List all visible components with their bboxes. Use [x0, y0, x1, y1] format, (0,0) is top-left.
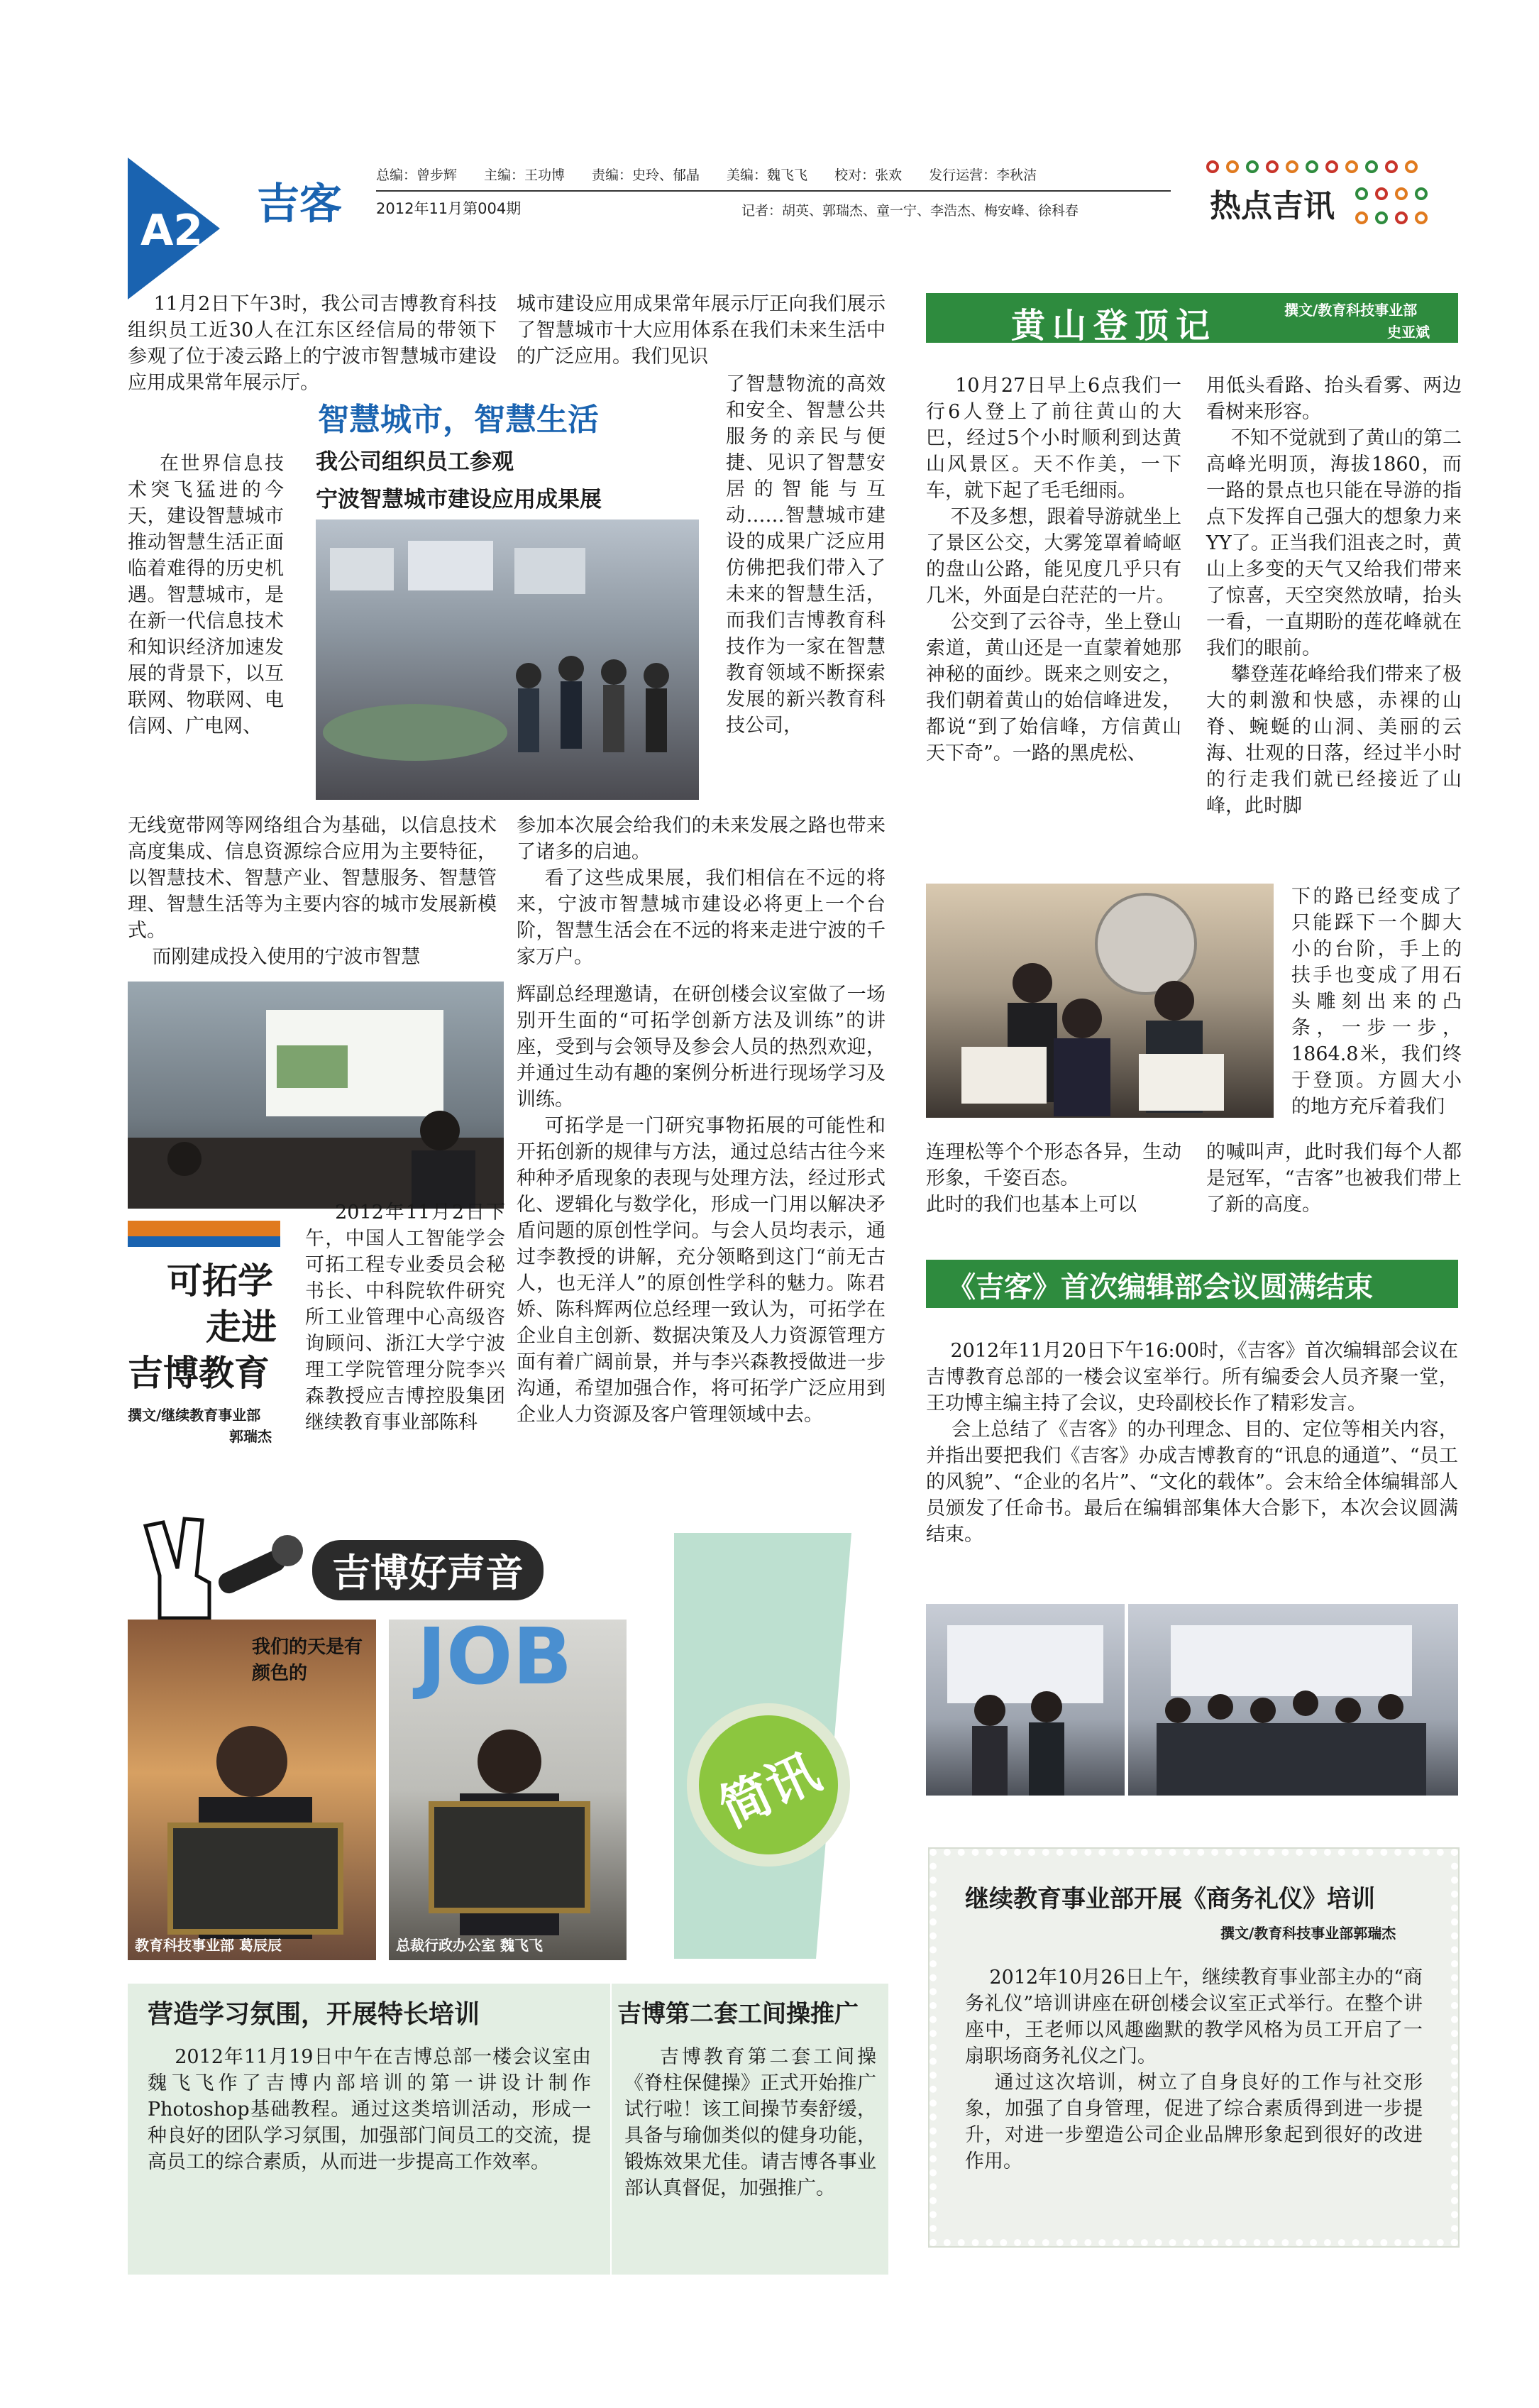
editor-chief: 总编：曾步辉 — [376, 167, 458, 183]
etiquette-body: 2012年10月26日上午，继续教育事业部主办的“商务礼仪”培训讲座在研创楼会议室正式举行。在整个讲座中，王老师以风趣幽默的教学风格为员工开启了一扇职场商务礼仪之门。 通过这次培训，树立了自身良好的工作与社交形象，加强了自身管理，促进了综合素质得到进一步提升，对进一步塑造公司企业品牌形象起到很好的改进作用。 — [965, 1967, 1423, 2172]
smart-city-col1-bottom: 无线宽带网等网络组合为基础，以信息技术高度集成、信息资源综合应用为主要特征，以智慧技术、智慧产业、智慧服务、智慧管理、智慧生活等为主要内容的城市发展新模式。 而刚建成投入使用的宁波市智慧 — [128, 815, 497, 968]
ketuoxue-title-1: 可拓学 — [167, 1260, 273, 1302]
smart-city-photo — [316, 519, 699, 800]
page-label: A2 — [140, 206, 204, 255]
victory-hand-icon — [131, 1512, 309, 1632]
huangshan-col1: 10月27日早上6点我们一行6人登上了前往黄山的大巴，经过5个小时顺利到达黄山风景区。天不作美，一下车，就下起了毛毛细雨。 不及多想，跟着导游就坐上了景区公交，大雾笼罩着崎岖的盘山公路，能见度几乎只有几米，外面是白茫茫的一片。 公交到了云谷寺，坐上登山索道，黄山还是一直蒙着她那神秘的面纱。既来之则安之，我们朝着黄山的始信峰进发，都说“到了始信峰，方信黄山天下奇”。一路的黑虎松、 — [926, 375, 1181, 764]
section-title: 热点吉讯 — [1210, 188, 1335, 224]
training-body: 2012年11月19日中午在吉博总部一楼会议室由魏飞飞作了吉博内部培训的第一讲设计制作Photoshop基础教程。通过这类培训活动，形成一种良好的团队学习氛围，加强部门间员工的交流，提高员工的综合素质，从而进一步提高工作效率。 — [148, 2046, 591, 2173]
exercise-title: 吉博第二套工间操推广 — [617, 2000, 859, 2028]
smart-city-subtitle-1: 我公司组织员工参观 — [316, 449, 514, 475]
header-rule — [376, 190, 1171, 192]
ketuoxue-byline-1: 撰文/继续教育事业部 — [128, 1407, 261, 1424]
meeting-body: 2012年11月20日下午16:00时，《吉客》首次编辑部会议在吉博教育总部的一楼会议室举行。所有编委会人员齐聚一堂，王功博主编主持了会议，史玲副校长作了精彩发言。 会上总结了《吉客》的办刊理念、目的、定位等相关内容，并指出要把我们《吉客》办成吉博教育的“讯息的通道”、“员工的风貌”、“企业的名片”、“文化的载体”。会末给全体编辑部人员颁发了任命书。最后在编辑部集体大合影下，本次会议圆满结束。 — [926, 1340, 1458, 1546]
editor-dist: 发行运营：李秋洁 — [929, 167, 1037, 183]
huangshan-photo — [926, 884, 1274, 1118]
smart-city-title: 智慧城市，智慧生活 — [318, 402, 599, 438]
smart-city-col2-right: 了智慧物流的高效和安全、智慧公共服务的亲民与便捷、见识了智慧安居的智能与互动……智慧城市建设的成果广泛应用仿佛把我们带入了未来的智慧生活，而我们吉博教育科技作为一家在智慧教育领域不断探索发展的新兴教育科技公司， — [726, 373, 886, 737]
etiquette-byline: 撰文/教育科技事业部郭瑞杰 — [1220, 1925, 1396, 1942]
etiquette-title: 继续教育事业部开展《商务礼仪》培训 — [965, 1885, 1375, 1913]
smart-city-col1-left: 在世界信息技术突飞猛进的今天，建设智慧城市推动智慧生活正面临着难得的历史机遇。智慧城市，是在新一代信息技术和知识经济加速发展的背景下，以互联网、物联网、电信网、广电网、 — [128, 453, 285, 737]
training-title: 营造学习氛围，开展特长培训 — [148, 1999, 480, 2029]
header-editors — [376, 165, 1228, 184]
huangshan-col2-after: 的喊叫声，此时我们每个人都是冠军，“吉客”也被我们带上了新的高度。 — [1206, 1141, 1462, 1216]
smart-city-col1-top: 11月2日下午3时，我公司吉博教育科技组织员工近30人在江东区经信局的带领下参观了位于凌云路上的宁波市智慧城市建设应用成果常年展示厅。 — [128, 293, 497, 394]
ketuoxue-photo — [128, 982, 504, 1209]
ketuoxue-color-bar-blue — [128, 1236, 280, 1247]
huangshan-byline-1: 撰文/教育科技事业部 — [1284, 302, 1418, 319]
ketuoxue-title-2: 走进 — [206, 1306, 277, 1348]
good-voice-title: 吉博好声音 — [312, 1540, 544, 1600]
ketuoxue-col2: 辉副总经理邀请，在研创楼会议室做了一场别开生面的“可拓学创新方法及训练”的讲座，受到与会领导及参会人员的热烈欢迎，并通过生动有趣的案例分析进行现场学习及训练。 可拓学是一门研究事物拓展的可能性和开拓创新的规律与方法，通过总结古往今来种种矛盾现象的表现与处理方法，经过形式化、逻辑化与数学化，形成一门用以解决矛盾问题的原创性学问。与会人员均表示，通过李教授的讲解，充分领略到这门“前无古人，也无洋人”的原创性学科的魅力。陈君娇、陈科辉两位总经理一致认为，可拓学在企业自主创新、数据决策及人力资源管理方面有着广阔前景，并与李兴森教授做进一步沟通，希望加强合作，将可拓学广泛应用到企业人力资源及客户管理领域中去。 — [517, 984, 886, 1426]
huangshan-col1-after: 连理松等个个形态各异，生动形象，千姿百态。 此时的我们也基本上可以 — [926, 1141, 1181, 1216]
svg-text:JOB: JOB — [417, 1620, 573, 1702]
editor-main: 主编：王功博 — [484, 167, 566, 183]
good-voice-photo-1-sign: 我们的天是有颜色的 — [252, 1637, 363, 1684]
huangshan-col2-right: 下的路已经变成了只能踩下一个脚大小的台阶，手上的扶手也变成了用石头雕刻出来的凸条，一步一步，1864.8米，我们终于登顶。方圆大小的地方充斥着我们 — [1291, 886, 1462, 1118]
good-voice-photo-1 — [128, 1620, 376, 1960]
issue-number: 2012年11月第004期 — [376, 200, 522, 217]
huangshan-col2: 用低头看路、抬头看雾、两边看树来形容。 不知不觉就到了黄山的第二高峰光明顶，海拔1860，而一路的景点也只能在导游的指点下发挥自己强大的想象力来YY了。正当我们沮丧之时，黄山上多变的天气又给我们带来了惊喜，天空突然放晴，抬头一看，一直期盼的莲花峰就在我们的眼前。 攀登莲花峰给我们带来了极大的刺激和快感，赤裸的山脊、蜿蜒的山洞、美丽的云海、壮观的日落，经过半小时的行走我们就已经接近了山峰，此时脚 — [1206, 375, 1462, 817]
huangshan-title: 黄山登顶记 — [1011, 306, 1218, 346]
huangshan-byline-2: 史亚斌 — [1387, 324, 1430, 341]
editor-resp: 责编：史玲、郁晶 — [592, 167, 700, 183]
news-badge-text: 简讯 — [710, 1741, 829, 1839]
exercise-body: 吉博教育第二套工间操《脊柱保健操》正式开始推广试行啦！该工间操节奏舒缓，具备与瑜伽类似的健身功能，锻炼效果尤佳。请吉博各事业部认真督促，加强推广。 — [624, 2046, 876, 2199]
header-logo: 吉客 — [257, 180, 342, 229]
smart-city-col2-bottom: 参加本次展会给我们的未来发展之路也带来了诸多的启迪。 看了这些成果展，我们相信在不远的将来，宁波市智慧城市建设必将更上一个台阶，智慧生活会在不远的将来走进宁波的千家万户。 — [517, 815, 886, 968]
smart-city-col2-top: 城市建设应用成果常年展示厅正向我们展示了智慧城市十大应用体系在我们未来生活中的广泛应用。我们见识 — [517, 293, 886, 368]
good-voice-caption-2: 总裁行政办公室 魏飞飞 — [396, 1937, 543, 1954]
ketuoxue-col1: 2012年11月2日下午，中国人工智能学会可拓工程专业委员会秘书长、中科院软件研究所工业管理中心高级咨询顾问、浙江大学宁波理工学院管理分院李兴森教授应吉博控股集团继续教育事业部陈科 — [305, 1202, 505, 1434]
meeting-title: 《吉客》首次编辑部会议圆满结束 — [947, 1270, 1373, 1304]
smart-city-subtitle-2: 宁波智慧城市建设应用成果展 — [316, 487, 602, 512]
good-voice-caption-1: 教育科技事业部 葛辰辰 — [135, 1937, 282, 1954]
good-voice-photo-2 — [389, 1620, 627, 1960]
editor-proof: 校对：张欢 — [834, 167, 903, 183]
ketuoxue-color-bar-orange — [128, 1221, 280, 1236]
reporters: 记者：胡英、郭瑞杰、童一宁、李浩杰、梅安峰、徐科春 — [741, 203, 1079, 219]
ketuoxue-title-3: 吉博教育 — [128, 1352, 270, 1394]
editor-art: 美编：魏飞飞 — [727, 167, 808, 183]
ketuoxue-byline-2: 郭瑞杰 — [229, 1428, 272, 1445]
